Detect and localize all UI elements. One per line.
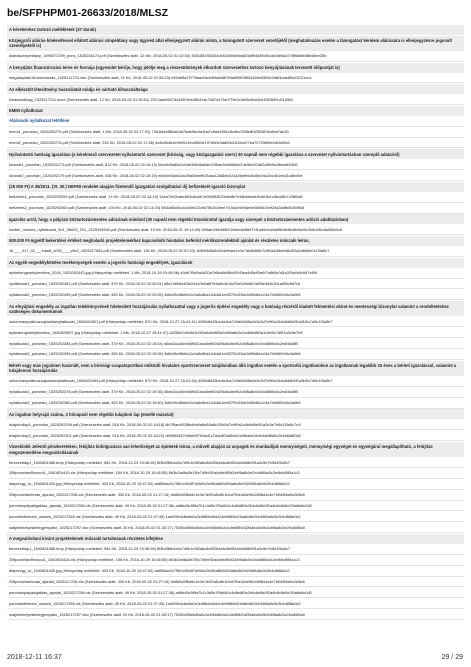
attachment-row: tervezettlap1_1540824386.bmp (Hiányzólap melléklet, 981 Kb, 2018-10-29 15:46:26) 8f3b4f8fe4a3c7d9b1e5f2a6c8d0f2b4a6c8e0f2a4b6d8e0f1a3c5e7b9d1f3a5c7 [7, 544, 464, 555]
page-number: 29 / 29 [441, 654, 463, 661]
section-header: A kérelemhez tartozó mellékletek (37 darab) [7, 25, 464, 35]
attachment-row: sraljelektelyesiletegyenyatlo_1525217297.xlsx (Szerkesztés alatt, 20 Kb, 2018-05-02 01:28:17) 7525b4f3b6d8a0c2e4f6b8d0a2c4e6f8b0d2f4a6c8e0b2d4f6a8c0e2b4d6f8a0 [7, 609, 464, 620]
attachment-row: 16____017_02___Irdadl_v092____v9c0_1525217653.pdf (Szerkesztés alatt, 136 Kb, 2018-05-02 01:57:33) 1bfb53c8a5c0d4e9dac1c0e7db8b6f5c7c9f0a2d4e6b8c0f2a4d6b8e0c1f3a5c7 [7, 246, 464, 257]
section-header: Az elnyújtási engedély az ingatlan telekkönyvének hitelesített hozzájárulás nyilatkozattal vagy a jogerős építési engedély vagy a hatóság részéről kiadott felmentési okirat és mentességi bizonylat valamint a rendeltetéshez szükséges dokumentumok [7, 301, 464, 316]
document-title: be/SFPHPM01-26633/2018/MLSZ [7, 7, 169, 19]
attachment-row: kivonat1_porcelan_1525292173.pdf (Szerkesztés alatt, 812 Kb, 2018-05-02 02:16:13) f0ca9d3a58c2c9de3b5d6a5ae10f5ae3e6d5a5cf14e9be87a62c6fb9a18ba6e93d9 [7, 159, 464, 170]
attachment-row: nyilatkozat1_porcelan_1525292376.pdf (Szerkesztés alatt, 379 Kb, 2018-05-02 02:19:36) d6ae2a1c8e4b6f0d2a4c6e8b0d2f4a6c8e0b2d4f6a8c0e2b4d6f8a0c2e4b6d8f0 [7, 387, 464, 398]
attachment-row: nyilatkozat1_porcelan_1525292451.pdf (Szerkesztés alatt, 379 Kb, 2018-05-02 02:20:51) d8a7c6b5a4f3e2d1c0b9a8f7e6d5c4b3a2f1e0d9c8b7a6f5e4d3c2b1a0f9e8d7c6 [7, 279, 464, 290]
section-header: Igazolás arról, hogy a pályázó köztartozásmentes adózónak minősül (30 napnál nem régebbi közokirattal igazolja vagy szerepel a köztartozásmentes adózói adatbázisban) [7, 214, 464, 224]
section-header: Az elkészült létesítmény használatát módja és várható kihasználtsága [7, 84, 464, 94]
attachment-row: epitesiengedelykerelem_1540624507.jpg (Hiányzólap melléklet, 1 Mb, 2018-10-27 15:41:47) a328fa7c5e9d1b3f2a4c6e8f0b2d4f6a8c0e2a4b6d8f0a1c3e5b7d9f1a3c5e7b9 [7, 327, 464, 338]
attachment-row: nyilatkozat1_porcelan_1525292384.pdf (Szerkesztés alatt, 379 Kb, 2018-05-02 02:19:44) d6ae2a1c8e4b6f0d2a4c6e8b0d2f4a6c8e0b2d4f6a8c0e2b4d6f8a0c2e4b6d8f0 [7, 338, 464, 349]
attachment-row: 20fiporcelan/flecsoo1_1540824415.xls (Hiányzólap melléklet, 150 Kb, 2018-10-29 15:46:55) 8b3b2ad6a3e1f5c7d9b0f2a4c6e8f0b2d4f6a8c0e2b4d6f8a0c2e4b6d8f0a1c3 [7, 468, 464, 479]
attachment-row: onkormanyzatihozzajarulasnyilatkozat_1540624501.pdf (Hiányzólap melléklet, 870 Kb, 2018-10-27 15:41:41) 4069dfd33be4a1ba7c9d2e6f8a1b3c5d7e9f0a2b4c6d8e0f1a3b5c7d9e1f3a5b7 [7, 316, 464, 327]
section-header: Közjegyzői aláírás-hitelesítéssel ellátott aláírási címpéldány vagy ügyvéd által ellenjegyzett aláírás minta, a támogatott szervezet vezetőjétől (meghatalmazás esetén a támogatást kérelem aláírására is ellenjegyzésre jogosult személyektől is) [7, 36, 464, 51]
download-link-heading: Aláírandó nyilatkozat letöltése [7, 116, 464, 127]
page-footer [7, 654, 463, 661]
attachment-row: emmi1_porcelan_1525292276.pdf (Szerkesztés alatt, 1 Mb, 2018-05-02 02:17:31) 73a1fa4b880a04b7bcb86e4a1ba7c5dd1f8f1c5cdbc293fe8f1f5f2d01fc8eb7ab33 [7, 127, 464, 138]
attachment-row: kivonat2_porcelan_1525292179.pdf (Szerkesztés alatt, 436 Kb, 2018-05-02 02:16:19) e6cb4e3a0d2ac39a68eefb33aac12a8bbd1f1a36efe0c8a5e1f4a2bc4b1e6d1c8bcf0e [7, 170, 464, 181]
attachment-row: nyilatkozat2_porcelan_1525292399.pdf (Szerkesztés alatt, 453 Kb, 2018-05-02 02:19:59) 3d8c9fc4f6e6c2c0a8c6ba1b3c6d1e4f37f2c59a1b0f8d6c1e3a7b9d5f2e8c4a0b6 [7, 349, 464, 360]
section-header: Az ingatlan helyrajzi száma, 3 hónapnál nem régebbi tulajdoni lap (emellé másolat) [7, 409, 464, 419]
attachment-row: emmi2_porcelan_1525292276.pdf (Szerkesztés alatt, 233 Kb, 2018-05-02 02:17:56) 4e8c5b4b4e0b9519ec5509e107d50e9dd00b2d10ce27ba7079360fe0d1b5554 [7, 138, 464, 149]
attachment-row: nyilatkozat2_porcelan_1525292459.pdf (Szerkesztés alatt, 453 Kb, 2018-05-02 02:20:59) 3d8c9fc4f6e6c2c0a8c6ba1b3c6d1e4f37f2c59a1b0f8d6c1e3a7b9d5f2e8c4a0b6 [7, 289, 464, 300]
attachment-row: nyilatkozat2_porcelan_1525292380.pdf (Szerkesztés alatt, 453 Kb, 2018-05-02 02:19:40) 3d8c9fc4f6e6c2c0a8c6ba1b3c6d1e4f37f2c59a1b0f8d6c1e3a7b9d5f2e8c4a0b6 [7, 398, 464, 409]
attachment-row: befizetes1_porcelan_1525292059.pdf (Szerkesztés alatt, 14 Kb, 2018-05-02 02:14:19) 13ea70e2baec5b3c8a4b7e05d9f4520bdc8b7e58cbbeae61de3b1c3bcd8b7c3f60a8 [7, 192, 464, 203]
attachment-row: alaprevgy_to_1540824420.jpg (Hiányzólap melléklet, 403 Kb, 2018-10-29 15:47:00) ad856ac0c7f5b1d3e5f7a9b0c2e4f6a8b0d2f4a6c8e0b2d4f6a8c0e2b4d6f8a0c2 [7, 566, 464, 577]
attachment-row: tulajdonilap2_porcelan_1525292301.pdf (Szerkesztés alatt, 516 Kb, 2018-05-02 02:18:21) d69966487e08eb57b3ad1c7d4c8f2a6b0e2d4f6a8c0e2b4d6f8a0c2e4b6d8f0a2 [7, 430, 464, 441]
section-header: EMMI nyilatkozat [7, 106, 464, 116]
attachment-row: sraljelektelyesiletegyenyatlo_1525217297.xlsx (Szerkesztés alatt, 20 Kb, 2018-05-02 01:28:17) 7525b4f3b6d8a0c2e4f6b8d0a2c4e6f8b0d2f4a6c8e0b2d4f6a8c0e2b4d6f8a0 [7, 522, 464, 533]
attachment-list [7, 24, 464, 620]
attachment-row: porcelanpalyakigailtas_ajanlat_1525217256.xls (Szerkesztés alatt, 49 Kb, 2018-05-02 01:27:36) ad6bd3e5f9a7b1c3d5e7f9a0b2c4d6e8f0a2b4c6d8e0f2a4b6c8d0e2f4a6b8c0d2 [7, 501, 464, 512]
attachment-row: kihasznaltsag_1525217211.docx (Szerkesztés alatt, 12 Kb, 2018-05-02 01:26:51) 2917ada9047dd1657bfa48041ac7b67d47ba7f75e2c3ef9c6ba2ed1f5269f1c51d3b2 [7, 94, 464, 105]
attachment-row: megalapítási-finanszírozás_1525211723.xlsx (Szerkesztés alatt, 11 Kb, 2018-05-02 01:55:23) b52a85a7977faab2acd4f8a5d8f7f8a69063f82d169e5354b2d8f4dae65a23121ce4 [7, 73, 464, 84]
section-header: 500.000 Ft-ügyeltf bekerülési értéket meghaladó projektelemekhez kapcsolódó hivatalos beférőd mérőkozrendekből ajánlat és részletes műszaki leírás, [7, 236, 464, 246]
attachment-row: befizetes2_porcelan_1525292064.pdf (Szerkesztés alatt, 194 Kb, 2018-05-02 02:14:24) 5f16a55d0c4cc0b9c22dfd75b2b2eee7f19a2e5e5ae9e56f4d19ef25a3ddfb0b3f4ff3d [7, 203, 464, 214]
attachment-row: 20fiporcelan/flecsoo1_1540824415.xls (Hiányzólap melléklet, 150 Kb, 2018-10-29 15:46:55) 8b3b2ad6a3e1f5c7d9b0f2a4c6e8f0b2d4f6a8c0e2b4d6f8a0c2e4b6d8f0a1c3 [7, 555, 464, 566]
attachment-row: 20fiporcelanforras_ajanlat_1525217236.xls (Szerkesztés alatt, 330 Kb, 2018-05-02 01:27:16) 4e8b5d3f6a9c1e4b7d0f2a5c8e1b4d7f0a3c6e9b2d5f8a1c4e7b0d3f6a9c2e5b8 [7, 577, 464, 588]
attachment-row: alairasicimpeldany_1495572299_pons_1525216174.pdf (Szerkesztés alatt, 12 Mb, 2018-05-02 01:42:54) 4551581f53304d4f10d98e5ba62b8f94489491c6d3e6a1978f6d8fe58bd8ee25b [7, 51, 464, 62]
attachment-row: 20fiporcelanforras_ajanlat_1525217236.xls (Szerkesztés alatt, 330 Kb, 2018-05-02 01:27:16) 4e8b5d3f6a9c1e4b7d0f2a5c8e1b4d7f0a3c6e9b2d5f8a1c4e7b0d3f6a9c2e5b8 [7, 490, 464, 501]
section-header: Az egyéb engedélyköteles tevékenységek esetén a jogerős hatósági engedélyek, igazolások [7, 258, 464, 268]
attachment-row: tervezettlap1_1540824386.bmp (Hiányzólap melléklet, 981 Kb, 2018-10-29 15:46:26) 8f3b4f8fe4a3c7d9b1e5f2a6c8d0f2b4a6c8e0f2a4b6d8e0f1a3c5e7b9d1f3a5c7 [7, 457, 464, 468]
attachment-row: tulajdonilap1_porcelan_1525292298.pdf (Szerkesztés alatt, 518 Kb, 2018-05-02 02:18:18) 8b7f5acd92f8bd9e6a6e55a8c1f3b5d7e9f0a2c4b6d8e0f1a3c5e7b9d1f3a5c7e9 [7, 419, 464, 430]
section-header: (25 000 Ft) A 39/2011. (VI. 30.) NEFMI rendelet alapján fizetendő igazgatási szolgáltatási díj befizetését igazoló bizonylat [7, 182, 464, 192]
attachment-row: porcelanfedezet_osszes_1525217265.xls (Szerkesztés alatt, 49 Kb, 2018-05-02 01:27:45) 1ad2f9b4c6e8a0c2e4f6b8d0a2c4e6f8b0d2f4a6c8e0b2d4f6a8c0e2b4d6f8a0c2 [7, 511, 464, 522]
attachment-row: porcelanpalyakigailtas_ajanlat_1525217256.xls (Szerkesztés alatt, 49 Kb, 2018-05-02 01:27:36) ad6bd3e5f9a7b1c3d5e7f9a0b2c4d6e8f0a2b4c6d8e0f2a4b6c8d0e2f4a6b8c0d2 [7, 587, 464, 598]
attachment-row: alaprevgy_to_1540824420.jpg (Hiányzólap melléklet, 403 Kb, 2018-10-29 15:47:00) ad856ac0c7f5b1d3e5f7a9b0c2e4f6a8b0d2f4a6c8e0b2d4f6a8c0e2b4d6f8a0c2 [7, 479, 464, 490]
attachment-row: kozteh_mentes_nyilatkozat_001_26633_201_1525194540.pdf (Szerkesztés alatt, 19 Kb, 2018-05-01 19:14:49) 5d5ab1f6e3d5b22e6eda56bf71f1ad9c0a4a9f5e8ef6c6b9a40c2b8d45c4ad55e0c8 [7, 224, 464, 235]
section-header: Vizesblokk Jelentő pénzkereteken, felújítás kidolgozásra van lehetőséget az épületek leiras, a művelt alapján az anyagok és munkadíjak mennyiségeit, mennyiségi egységet és egységárai megállapítható, a felújítás megszenesítése megvalósításának [7, 442, 464, 457]
section-header: Nyilvántartó hatóság igazolása (a kérelmező szervezetet nyilvántartó szervezet (bíróság, vagy közigazgatási szerv) 30 napnál nem régebbi igazolása a szervezet nyilvántartásban szereplő adatairól) [7, 149, 464, 159]
footer-date: 2018-12-11 16:37 [7, 654, 62, 661]
attachment-row: onkormanyzatihozzajarulasnyilatkozat_1540624494.pdf (Hiányzólap melléklet, 870 Kb, 2018-10-27 15:41:34) 4069dfd33be4a1ba7c9d2e6f8a1b3c5d7e9f0a2b4c6d8e0f1a3b5c7d9e1f3a5b7 [7, 376, 464, 387]
attachment-row: epitesiengedelykerelem_2018_1525292443.jpg (Hiányzólap melléklet, 1 Mb, 2018-10-29 15:46:06) a3db7f5d9a4d20a7b5da8e58c0f2d3ea4d5e93e6f7a8b9c0d1e2f3a4b5c6d7e8f9 [7, 268, 464, 279]
section-header: Bérelt vagy más jogcímen használt, nem a bírósági-csapatsportban működő hivatalos sportszervezet tulajdonában álló ingatlan esetén a sportcélú ingatlanokon az ingatlannak legalább 15 éves a bérleti igazolással, valamint a tulajdonosi hozzájárulás [7, 361, 464, 376]
section-header: A benyújtás finanszírozási terve és formája (egyesület kérője, hogy jelölje meg a részesülmények elhordott szervezethez tartozó benyújtásának tervezett időpontját is) [7, 63, 464, 73]
attachment-row: porcelanfedezet_osszes_1525217265.xls (Szerkesztés alatt, 49 Kb, 2018-05-02 01:27:45) 1ad2f9b4c6e8a0c2e4f6b8d0a2c4e6f8b0d2f4a6c8e0b2d4f6a8c0e2b4d6f8a0c2 [7, 598, 464, 609]
section-header: A megvalósítani kívánt projektelemek műszaki tartalmának részletes kifejtése [7, 534, 464, 544]
